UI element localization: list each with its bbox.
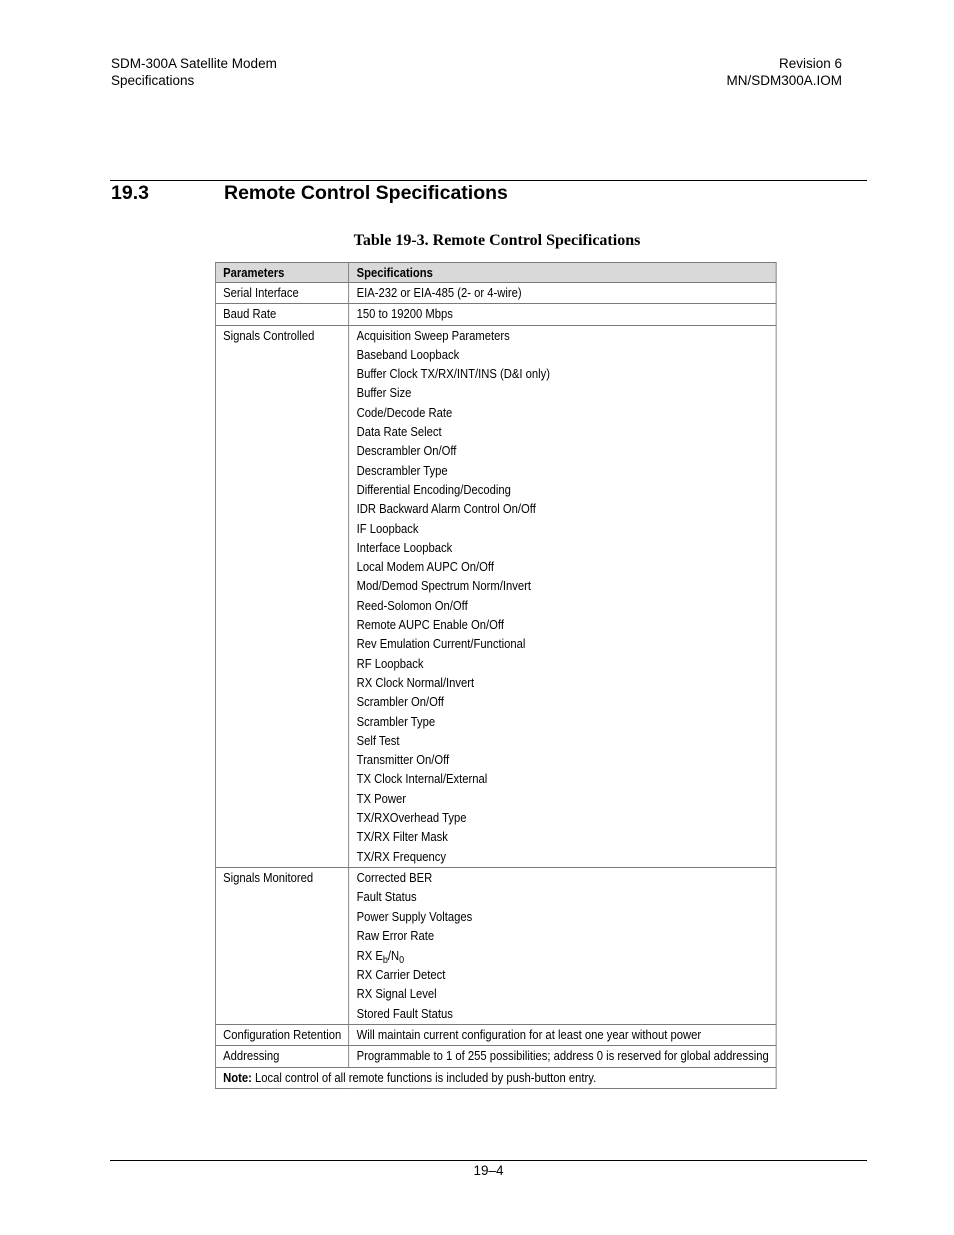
specification-line: Descrambler Type — [356, 463, 448, 478]
specification-line: 150 to 19200 Mbps — [356, 307, 453, 322]
table-row — [215, 867, 776, 1024]
specification-line: Acquisition Sweep Parameters — [356, 328, 510, 343]
specification-line: Descrambler On/Off — [356, 444, 457, 459]
specification-cell — [349, 304, 776, 325]
specification-cell — [349, 283, 776, 304]
specification-line: Will maintain current configuration for at least one year without power — [356, 1027, 702, 1042]
specification-line: Corrected BER — [356, 870, 433, 885]
specification-line: RF Loopback — [356, 656, 424, 671]
document-id: MN/SDM300A.IOM — [726, 72, 842, 88]
specification-line: EIA-232 or EIA-485 (2- or 4-wire) — [356, 286, 522, 300]
ebno-part: b — [382, 955, 388, 967]
specification-line: TX Clock Internal/External — [356, 772, 488, 787]
parameter-cell: Configuration Retention — [215, 1024, 349, 1045]
specification-line: Fault Status — [356, 890, 417, 905]
specification-line: TX/RX Filter Mask — [356, 830, 448, 845]
page-number: 19–4 — [473, 1163, 504, 1178]
specification-line: Code/Decode Rate — [356, 405, 453, 420]
specification-line: Programmable to 1 of 255 possibilities; address 0 is reserved for global addressing — [356, 1049, 769, 1064]
parameter-cell: Serial Interface — [215, 283, 349, 304]
section-heading — [111, 182, 508, 205]
note-text: Local control of all remote functions is included by push-button entry. — [251, 1070, 597, 1085]
specification-line: TX/RXOverhead Type — [356, 811, 467, 826]
specification-line: Reed-Solomon On/Off — [356, 598, 468, 613]
specification-line: Raw Error Rate — [356, 928, 435, 943]
specification-line: TX/RX Frequency — [356, 849, 447, 864]
table-note — [215, 1067, 776, 1088]
table-row — [215, 1024, 776, 1045]
ebno-part: 0 — [399, 955, 405, 967]
ebno-part: /N — [387, 949, 400, 964]
specification-line: Rev Emulation Current/Functional — [356, 637, 526, 652]
spec-table — [215, 262, 777, 1089]
table-row — [215, 1046, 776, 1067]
parameter-cell: Signals Monitored — [215, 867, 349, 1024]
specification-line: Remote AUPC Enable On/Off — [356, 618, 504, 633]
section-title: Remote Control Specifications — [224, 182, 508, 204]
document-revision: Revision 6 — [778, 56, 842, 71]
specification-line: IF Loopback — [356, 521, 419, 536]
specification-line: Self Test — [356, 733, 400, 748]
specification-line: RX Signal Level — [356, 987, 437, 1002]
specification-line: Baseband Loopback — [356, 347, 460, 362]
specification-line-ebno — [357, 946, 769, 966]
specification-line: Differential Encoding/Decoding — [356, 482, 511, 497]
document-title: SDM-300A Satellite Modem — [111, 56, 277, 71]
table-row — [215, 283, 776, 304]
table-row — [215, 325, 776, 867]
specification-line: Mod/Demod Spectrum Norm/Invert — [356, 579, 532, 594]
parameter-cell: Baud Rate — [215, 304, 349, 325]
specification-line: Buffer Size — [356, 386, 412, 401]
specification-line: Data Rate Select — [356, 425, 442, 440]
specification-cell — [349, 325, 776, 867]
document-chapter: Specifications — [111, 72, 195, 88]
table-header-row — [215, 263, 776, 283]
parameter-cell: Addressing — [215, 1046, 349, 1067]
specification-cell — [349, 867, 776, 1024]
specification-line: Interface Loopback — [356, 540, 453, 555]
page-header-right — [726, 56, 842, 89]
specification-line: Stored Fault Status — [356, 1006, 453, 1021]
specification-line: Transmitter On/Off — [356, 753, 450, 768]
ebno-part: RX E — [356, 949, 383, 964]
specification-line: Buffer Clock TX/RX/INT/INS (D&I only) — [356, 367, 550, 382]
parameter-cell: Signals Controlled — [215, 325, 349, 867]
table-body — [215, 283, 776, 1068]
specification-line: Power Supply Voltages — [356, 909, 473, 924]
specification-cell — [349, 1046, 776, 1067]
column-header-specifications: Specifications — [349, 263, 776, 283]
page-header-left — [111, 56, 277, 89]
column-header-parameters: Parameters — [215, 263, 349, 283]
footer-divider — [110, 1160, 867, 1161]
specification-line: TX Power — [356, 791, 407, 806]
note-label: Note: — [223, 1070, 252, 1085]
table-note-row — [215, 1067, 776, 1088]
section-number: 19.3 — [111, 182, 149, 204]
section-divider — [110, 180, 867, 181]
specification-line: IDR Backward Alarm Control On/Off — [356, 502, 536, 517]
specification-line: Local Modem AUPC On/Off — [356, 560, 494, 575]
specification-cell — [349, 1024, 776, 1045]
table-caption: Table 19-3. Remote Control Specifications — [353, 232, 641, 249]
specification-line: RX Clock Normal/Invert — [356, 675, 475, 690]
specification-line: Scrambler Type — [356, 714, 436, 729]
specification-line: Scrambler On/Off — [356, 695, 444, 710]
table-row — [215, 304, 776, 325]
specification-line: RX Carrier Detect — [356, 968, 446, 983]
